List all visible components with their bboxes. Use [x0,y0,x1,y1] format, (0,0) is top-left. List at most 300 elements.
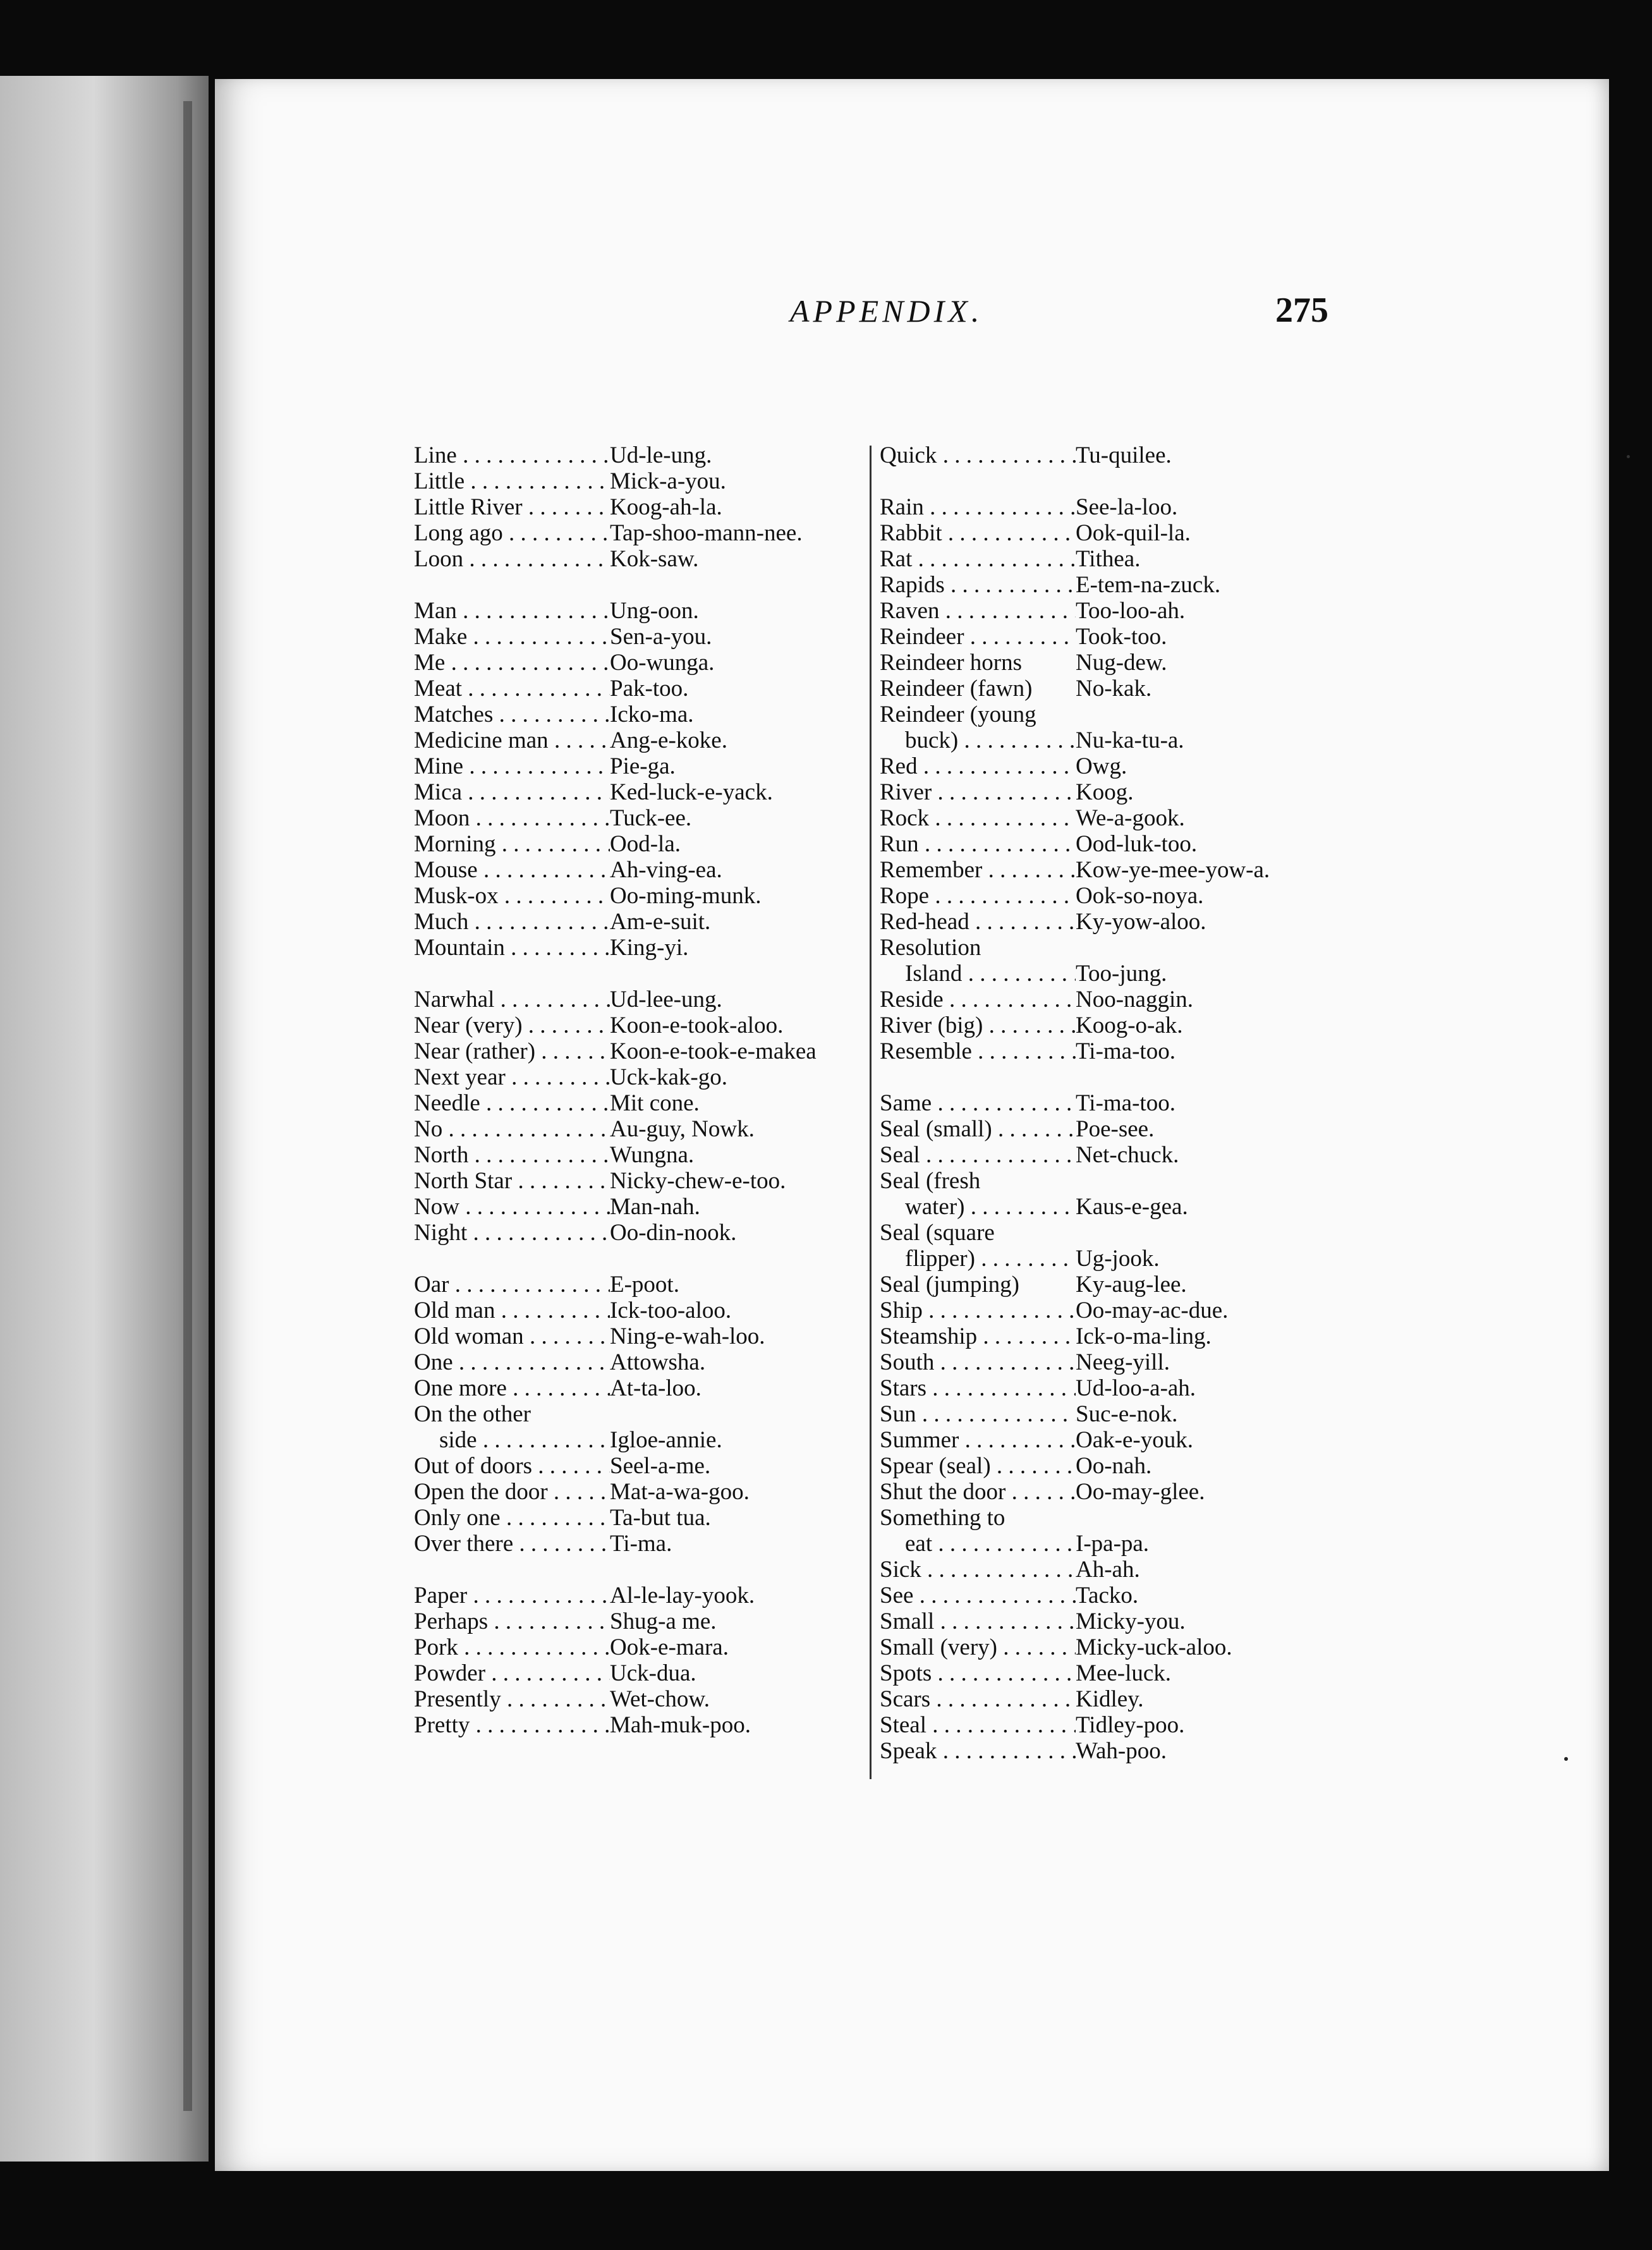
eskimo-equivalent: I-pa-pa. [1076,1531,1150,1557]
english-term: Raven . . . [880,598,1076,624]
eskimo-equivalent: Ang-e-koke. [610,727,727,753]
vocabulary-entry [414,883,866,909]
eskimo-equivalent [1076,1505,1360,1531]
vocabulary-entry [880,1531,1360,1557]
vocabulary-entry [414,494,866,520]
eskimo-equivalent: Nug-dew. [1076,650,1167,676]
vocabulary-entry [880,831,1360,857]
eskimo-equivalent: Oak-e-youk. [1076,1427,1193,1453]
vocabulary-entry [880,1142,1360,1168]
english-term: Steamship . . . [880,1323,1076,1349]
eskimo-equivalent: Poe-see. [1076,1116,1155,1142]
eskimo-equivalent: Icko-ma. [610,702,694,727]
english-term: Medicine man . . . [414,727,610,753]
vocabulary-entry [880,753,1360,779]
eskimo-equivalent: Mee-luck. [1076,1660,1172,1686]
vocabulary-entry [880,1583,1360,1608]
vocabulary-entry [880,805,1360,831]
english-term: Rapids . . . [880,572,1076,598]
vocabulary-entry [414,1712,866,1738]
eskimo-equivalent: Ky-aug-lee. [1076,1272,1187,1298]
eskimo-equivalent: Suc-e-nok. [1076,1401,1178,1427]
english-term: Narwhal . . . [414,987,610,1013]
vocabulary-entry [880,909,1360,935]
page-header [569,293,1340,343]
eskimo-equivalent: Ud-loo-a-ah. [1076,1375,1196,1401]
english-term: Powder . . . [414,1660,610,1686]
eskimo-equivalent: King-yi. [610,935,689,961]
english-term: Paper . . . [414,1583,610,1608]
eskimo-equivalent: Net-chuck. [1076,1142,1179,1168]
vocabulary-entry [880,1272,1360,1298]
eskimo-equivalent: Ook-quil-la. [1076,520,1191,546]
vocabulary-entry [414,727,866,753]
eskimo-equivalent: Owg. [1076,753,1127,779]
eskimo-equivalent: Ti-ma. [610,1531,672,1557]
english-term: Run . . . [880,831,1076,857]
eskimo-equivalent: Koog-o-ak. [1076,1013,1183,1038]
eskimo-equivalent: Ta-but tua. [610,1505,711,1531]
eskimo-equivalent: Too-jung. [1076,961,1167,987]
eskimo-equivalent: At-ta-loo. [610,1375,701,1401]
english-term: Rope . . . [880,883,1076,909]
vocabulary-entry [880,1608,1360,1634]
english-term: North Star . . . [414,1168,610,1194]
english-term: Near (very) . . . [414,1013,610,1038]
english-term: Night . . . [414,1220,610,1246]
english-term: South . . . [880,1349,1076,1375]
english-term: Little . . . [414,468,610,494]
eskimo-equivalent: Ung-oon. [610,598,699,624]
vocabulary-entry [880,1323,1360,1349]
vocabulary-entry [880,624,1360,650]
vocabulary-entry [414,546,866,572]
eskimo-equivalent: Ah-ah. [1076,1557,1140,1583]
english-term: Stars . . . [880,1375,1076,1401]
section-gap [414,1246,866,1272]
eskimo-equivalent: Oo-may-glee. [1076,1479,1205,1505]
english-term: Presently . . . [414,1686,610,1712]
eskimo-equivalent: Kok-saw. [610,546,699,572]
vocabulary-entry [880,546,1360,572]
english-term: Make . . . [414,624,610,650]
eskimo-equivalent: Attowsha. [610,1349,706,1375]
binding-shadow [183,101,192,2111]
vocabulary-entry [414,831,866,857]
eskimo-equivalent: Ood-luk-too. [1076,831,1198,857]
vocabulary-entry [414,1427,866,1453]
vocabulary-entry [880,1298,1360,1323]
english-term: River (big) . . . [880,1013,1076,1038]
english-term: Seal (jumping) [880,1272,1019,1298]
english-term: Red-head . . . [880,909,1076,935]
eskimo-equivalent: Too-loo-ah. [1076,598,1186,624]
vocabulary-entry [414,1686,866,1712]
vocabulary-entry [414,1660,866,1686]
vocabulary-entry [880,727,1360,753]
vocabulary-entry [880,1712,1360,1738]
vocabulary-entry [880,1660,1360,1686]
eskimo-equivalent: Nu-ka-tu-a. [1076,727,1184,753]
vocabulary-entry [414,1608,866,1634]
eskimo-equivalent: Kidley. [1076,1686,1144,1712]
english-term: No . . . [414,1116,610,1142]
eskimo-equivalent: Mit cone. [610,1090,700,1116]
english-term: Rain . . . [880,494,1076,520]
english-term: See . . . [880,1583,1076,1608]
english-term: Mine . . . [414,753,610,779]
english-term: Little River . . . [414,494,610,520]
english-term: Small (very) . . . [880,1634,1076,1660]
vocabulary-entry [880,1246,1360,1272]
eskimo-equivalent: Wungna. [610,1142,695,1168]
eskimo-equivalent: Mah-muk-poo. [610,1712,751,1738]
english-term: Moon . . . [414,805,610,831]
vocabulary-entry [414,987,866,1013]
english-term: On the other [414,1401,531,1427]
english-term: Mouse . . . [414,857,610,883]
vocabulary-entry [414,702,866,727]
eskimo-equivalent: Koon-e-took-aloo. [610,1013,784,1038]
eskimo-equivalent: Am-e-suit. [610,909,711,935]
english-term: Reindeer (fawn) [880,676,1033,702]
eskimo-equivalent: Oo-wunga. [610,650,715,676]
english-term: Musk-ox . . . [414,883,610,909]
vocabulary-entry [414,1168,866,1194]
eskimo-equivalent: Koog-ah-la. [610,494,722,520]
eskimo-equivalent: Ook-e-mara. [610,1634,729,1660]
eskimo-equivalent: Ti-ma-too. [1076,1038,1175,1064]
english-term: Something to [880,1505,1005,1531]
vocabulary-entry [880,598,1360,624]
english-term: Spear (seal) . . . [880,1453,1076,1479]
english-term: Old woman . . . [414,1323,610,1349]
vocabulary-entry [414,1479,866,1505]
vocabulary-entry [880,857,1360,883]
english-term: water) . . . [880,1194,1076,1220]
vocabulary-entry [414,676,866,702]
english-term: Meat . . . [414,676,610,702]
english-term: Needle . . . [414,1090,610,1116]
eskimo-equivalent: Ah-ving-ea. [610,857,722,883]
eskimo-equivalent: Ook-so-noya. [1076,883,1204,909]
eskimo-equivalent: Shug-a me. [610,1608,717,1634]
english-term: Island . . . [880,961,1076,987]
english-term: Reindeer horns [880,650,1023,676]
eskimo-equivalent: Koon-e-took-e-makea [610,1038,817,1064]
eskimo-equivalent: Oo-nah. [1076,1453,1152,1479]
vocabulary-entry [880,1634,1360,1660]
english-term: Sick . . . [880,1557,1076,1583]
eskimo-equivalent: See-la-loo. [1076,494,1178,520]
english-term: Rabbit . . . [880,520,1076,546]
eskimo-equivalent: Mick-a-you. [610,468,726,494]
vocabulary-entry [414,753,866,779]
eskimo-equivalent: Kow-ye-mee-yow-a. [1076,857,1270,883]
english-term: Line . . . [414,442,610,468]
vocabulary-column-right [880,442,1360,1764]
eskimo-equivalent: Mat-a-wa-goo. [610,1479,750,1505]
eskimo-equivalent: Pie-ga. [610,753,676,779]
eskimo-equivalent: Micky-uck-aloo. [1076,1634,1232,1660]
vocabulary-entry [880,572,1360,598]
eskimo-equivalent: Oo-ming-munk. [610,883,762,909]
section-gap [414,961,866,987]
english-term: Remember . . . [880,857,1076,883]
english-term: Speak . . . [880,1738,1076,1764]
vocabulary-entry [880,650,1360,676]
vocabulary-entry [880,961,1360,987]
vocabulary-entry [414,468,866,494]
vocabulary-entry [414,1323,866,1349]
eskimo-equivalent: Nicky-chew-e-too. [610,1168,786,1194]
vocabulary-entry [880,1557,1360,1583]
vocabulary-entry [414,1142,866,1168]
eskimo-equivalent: Au-guy, Nowk. [610,1116,755,1142]
vocabulary-entry [880,520,1360,546]
english-term: buck) . . . [880,727,1076,753]
eskimo-equivalent: Ning-e-wah-loo. [610,1323,765,1349]
vocabulary-entry [414,909,866,935]
eskimo-equivalent: Neeg-yill. [1076,1349,1170,1375]
vocabulary-entry [880,1168,1360,1194]
english-term: Seal (small) . . . [880,1116,1076,1142]
vocabulary-entry [414,1038,866,1064]
eskimo-equivalent: We-a-gook. [1076,805,1185,831]
english-term: Much . . . [414,909,610,935]
english-term: Rat . . . [880,546,1076,572]
vocabulary-entry [414,442,866,468]
eskimo-equivalent: Sen-a-you. [610,624,712,650]
vocabulary-entry [414,1349,866,1375]
vocabulary-entry [414,1194,866,1220]
english-term: Rock . . . [880,805,1076,831]
english-term: Pretty . . . [414,1712,610,1738]
vocabulary-entry [414,1531,866,1557]
eskimo-equivalent: Man-nah. [610,1194,700,1220]
eskimo-equivalent: Micky-you. [1076,1608,1186,1634]
vocabulary-entry [414,1298,866,1323]
vocabulary-entry [880,779,1360,805]
vocabulary-entry [880,1427,1360,1453]
eskimo-equivalent: Tap-shoo-mann-nee. [610,520,803,546]
english-term: Oar . . . [414,1272,610,1298]
eskimo-equivalent: Igloe-annie. [610,1427,722,1453]
eskimo-equivalent [1076,702,1360,727]
section-gap [880,1064,1360,1090]
vocabulary-entry [414,1453,866,1479]
page-number: 275 [1275,291,1328,330]
english-term: Ship . . . [880,1298,1076,1323]
eskimo-equivalent: Took-too. [1076,624,1167,650]
english-term: Perhaps . . . [414,1608,610,1634]
vocabulary-entry [880,1479,1360,1505]
vocabulary-entry [414,1090,866,1116]
vocabulary-entry [414,779,866,805]
eskimo-equivalent: Tuck-ee. [610,805,692,831]
english-term: Resemble . . . [880,1038,1076,1064]
section-gap [414,572,866,598]
vocabulary-entry [880,1349,1360,1375]
english-term: Long ago . . . [414,520,610,546]
eskimo-equivalent: E-poot. [610,1272,679,1298]
english-term: Reindeer (young [880,702,1036,727]
english-term: One . . . [414,1349,610,1375]
vocabulary-entry [880,442,1360,468]
english-term: Resolution [880,935,981,961]
vocabulary-entry [414,624,866,650]
english-term: Man . . . [414,598,610,624]
eskimo-equivalent: Kaus-e-gea. [1076,1194,1188,1220]
english-term: Seal (fresh [880,1168,981,1194]
english-term: Reindeer . . . [880,624,1076,650]
eskimo-equivalent [1076,935,1360,961]
english-term: Same . . . [880,1090,1076,1116]
vocabulary-entry [880,494,1360,520]
eskimo-equivalent: Tithea. [1076,546,1141,572]
vocabulary-entry [880,1453,1360,1479]
eskimo-equivalent: Uck-kak-go. [610,1064,727,1090]
eskimo-equivalent: Tu-quilee. [1076,442,1172,468]
eskimo-equivalent [1076,1168,1360,1194]
english-term: North . . . [414,1142,610,1168]
vocabulary-entry [414,857,866,883]
eskimo-equivalent: Uck-dua. [610,1660,696,1686]
eskimo-equivalent: Pak-too. [610,676,689,702]
english-term: eat . . . [880,1531,1076,1557]
eskimo-equivalent: Ti-ma-too. [1076,1090,1175,1116]
eskimo-equivalent: Ud-le-ung. [610,442,712,468]
vocabulary-entry [880,1401,1360,1427]
vocabulary-entry [414,1272,866,1298]
eskimo-equivalent: Ick-o-ma-ling. [1076,1323,1212,1349]
vocabulary-entry [880,702,1360,727]
vocabulary-entry [414,1220,866,1246]
eskimo-equivalent: Oo-din-nook. [610,1220,737,1246]
english-term: Matches . . . [414,702,610,727]
eskimo-equivalent: Seel-a-me. [610,1453,711,1479]
english-term: Pork . . . [414,1634,610,1660]
vocabulary-entry [880,1505,1360,1531]
vocabulary-entry [880,1038,1360,1064]
vocabulary-entry [880,1375,1360,1401]
vocabulary-entry [880,1738,1360,1764]
english-term: Red . . . [880,753,1076,779]
eskimo-equivalent: Tacko. [1076,1583,1139,1608]
eskimo-equivalent [1076,1220,1360,1246]
section-gap [880,468,1360,494]
english-term: Me . . . [414,650,610,676]
eskimo-equivalent: E-tem-na-zuck. [1076,572,1221,598]
vocabulary-entry [414,1116,866,1142]
vocabulary-entry [880,1116,1360,1142]
english-term: River . . . [880,779,1076,805]
english-term: Sun . . . [880,1401,1076,1427]
eskimo-equivalent: Ick-too-aloo. [610,1298,732,1323]
running-title: APPENDIX. [790,293,983,329]
eskimo-equivalent: Wet-chow. [610,1686,710,1712]
vocabulary-entry [414,1375,866,1401]
vocabulary-entry [414,935,866,961]
english-term: Out of doors . . . [414,1453,610,1479]
vocabulary-column-left [414,442,866,1738]
english-term: Seal (square [880,1220,995,1246]
eskimo-equivalent: Noo-naggin. [1076,987,1193,1013]
english-term: Shut the door . . . [880,1479,1076,1505]
english-term: Small . . . [880,1608,1076,1634]
english-term: Summer . . . [880,1427,1076,1453]
english-term: side . . . [414,1427,610,1453]
eskimo-equivalent: Wah-poo. [1076,1738,1167,1764]
eskimo-equivalent: Oo-may-ac-due. [1076,1298,1229,1323]
vocabulary-entry [880,883,1360,909]
eskimo-equivalent: Ked-luck-e-yack. [610,779,773,805]
vocabulary-entry [880,1194,1360,1220]
vocabulary-entry [880,935,1360,961]
english-term: flipper) . . . [880,1246,1076,1272]
english-term: Scars . . . [880,1686,1076,1712]
vocabulary-entry [880,1220,1360,1246]
eskimo-equivalent: No-kak. [1076,676,1152,702]
vocabulary-entry [414,1583,866,1608]
english-term: Now . . . [414,1194,610,1220]
english-term: One more . . . [414,1375,610,1401]
vocabulary-entry [414,598,866,624]
english-term: Only one . . . [414,1505,610,1531]
eskimo-equivalent: Ood-la. [610,831,681,857]
english-term: Near (rather) . . . [414,1038,610,1064]
english-term: Open the door . . . [414,1479,610,1505]
english-term: Steal . . . [880,1712,1076,1738]
vocabulary-entry [880,1686,1360,1712]
vocabulary-entry [880,1013,1360,1038]
vocabulary-entry [414,1505,866,1531]
vocabulary-entry [414,1013,866,1038]
english-term: Quick . . . [880,442,1076,468]
english-term: Morning . . . [414,831,610,857]
eskimo-equivalent: Ky-yow-aloo. [1076,909,1206,935]
eskimo-equivalent: Ug-jook. [1076,1246,1160,1272]
facing-page-edge [0,76,209,2162]
section-gap [414,1557,866,1583]
vocabulary-entry [414,650,866,676]
vocabulary-entry [414,805,866,831]
english-term: Loon . . . [414,546,610,572]
vocabulary-entry [880,987,1360,1013]
vocabulary-entry [880,676,1360,702]
speck [1564,1757,1568,1761]
eskimo-equivalent: Ud-lee-ung. [610,987,722,1013]
english-term: Mica . . . [414,779,610,805]
vocabulary-entry [414,520,866,546]
eskimo-equivalent: Al-le-lay-yook. [610,1583,755,1608]
vocabulary-entry [414,1064,866,1090]
eskimo-equivalent: Tidley-poo. [1076,1712,1185,1738]
english-term: Spots . . . [880,1660,1076,1686]
vocabulary-entry [880,1090,1360,1116]
eskimo-equivalent [610,1401,866,1427]
vocabulary-entry [414,1634,866,1660]
column-divider [870,446,872,1779]
english-term: Mountain . . . [414,935,610,961]
english-term: Over there . . . [414,1531,610,1557]
english-term: Old man . . . [414,1298,610,1323]
speck [1627,455,1630,458]
eskimo-equivalent: Koog. [1076,779,1134,805]
english-term: Next year . . . [414,1064,610,1090]
vocabulary-entry [414,1401,866,1427]
english-term: Reside . . . [880,987,1076,1013]
